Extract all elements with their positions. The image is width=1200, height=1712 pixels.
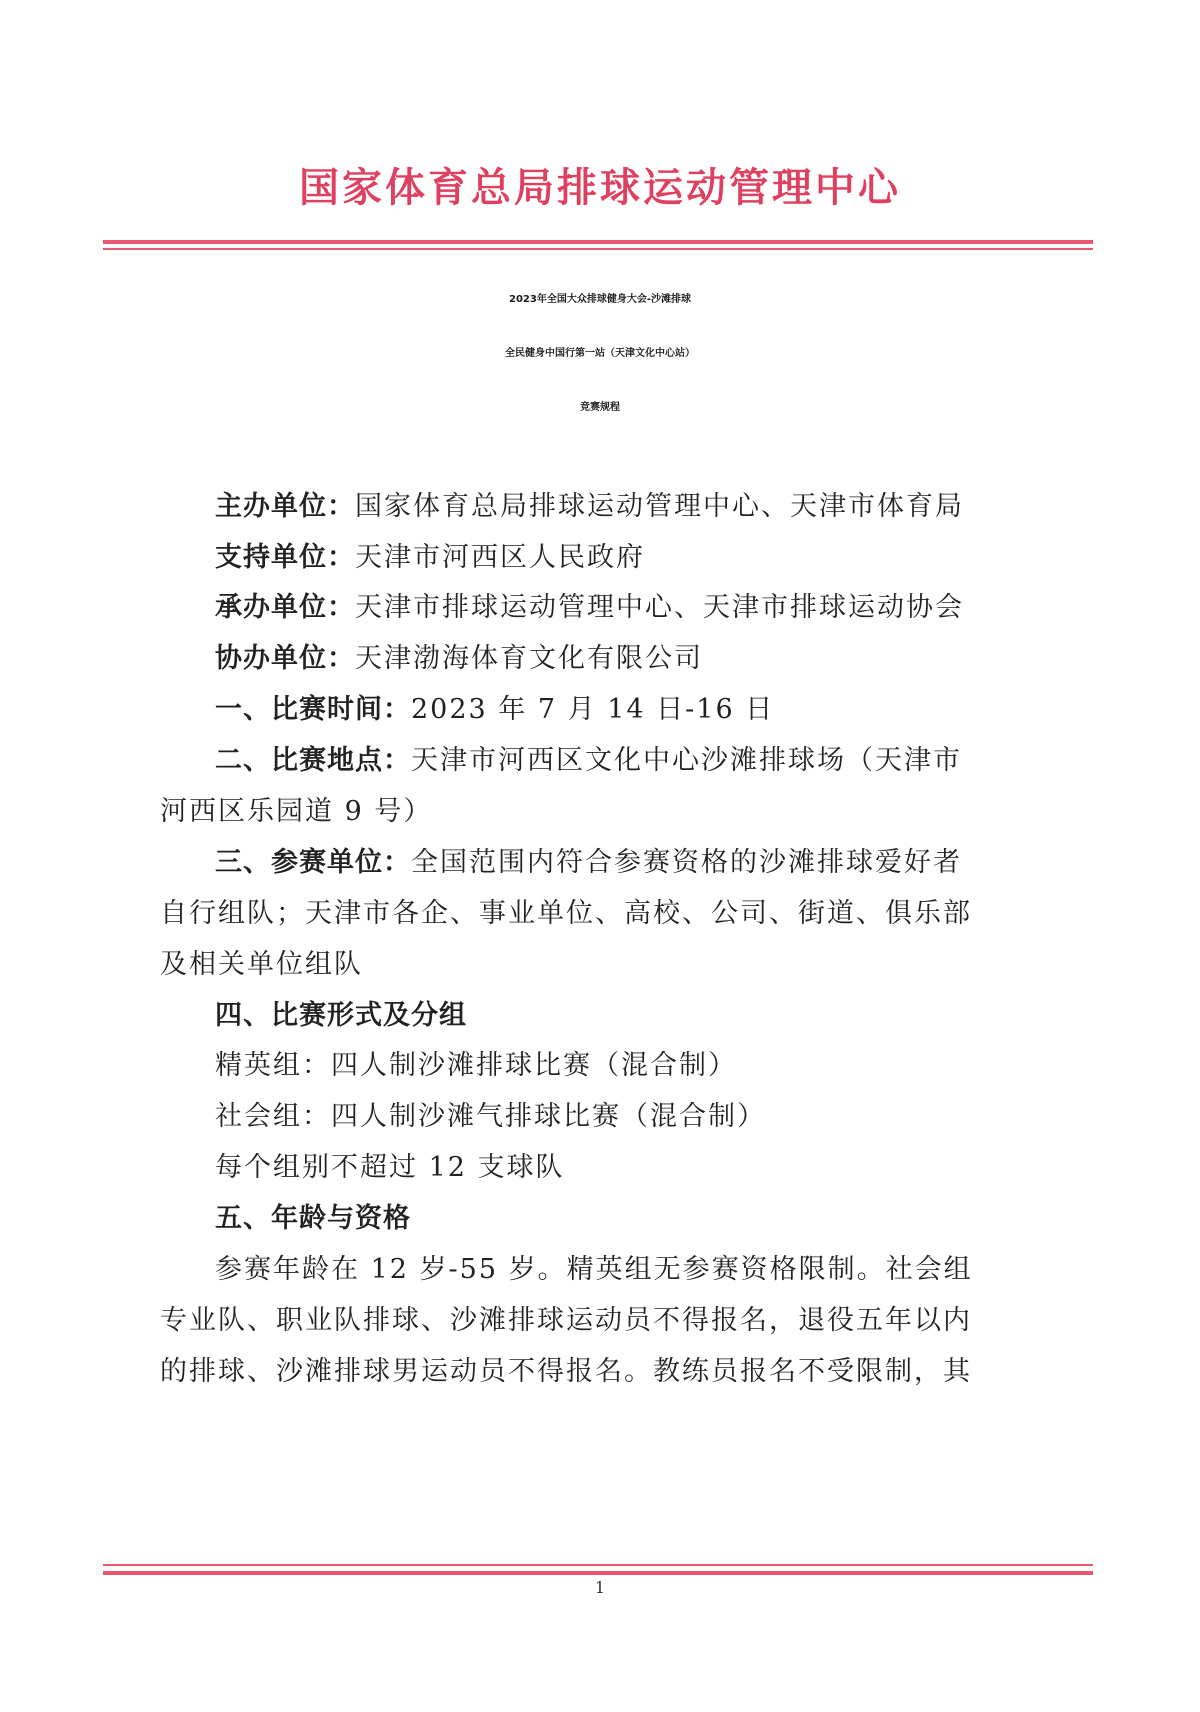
- support-unit-label: 支持单位：: [215, 542, 355, 573]
- coorganizer-unit-line: [215, 639, 703, 679]
- format-limit-line: 每个组别不超过 12 支球队: [215, 1152, 565, 1183]
- format-elite-line: 精英组：四人制沙滩排球比赛（混合制）: [215, 1050, 737, 1081]
- participants-line-3: 及相关单位组队: [160, 949, 363, 980]
- venue-label: 二、比赛地点：: [215, 745, 411, 776]
- time-line: [215, 690, 774, 730]
- organizer-unit-label: 承办单位：: [215, 592, 355, 623]
- time-value: 2023 年 7 月 14 日-16 日: [411, 694, 775, 725]
- coorganizer-unit-label: 协办单位：: [215, 643, 355, 674]
- participants-line-2: 自行组队；天津市各企、事业单位、高校、公司、街道、俱乐部: [160, 898, 972, 929]
- participants-label: 三、参赛单位：: [215, 847, 411, 878]
- letterhead-rule-thin: [103, 248, 1093, 250]
- venue-line-1: [215, 741, 962, 781]
- footer-rule-thin: [103, 1564, 1093, 1566]
- age-line-3: 的排球、沙滩排球男运动员不得报名。教练员报名不受限制，其: [160, 1356, 972, 1387]
- support-unit-line: [215, 538, 645, 578]
- participants-line-1: [215, 843, 962, 883]
- document-title-line-3: 竞赛规程: [580, 402, 620, 413]
- venue-value-1: 天津市河西区文化中心沙滩排球场（天津市: [411, 745, 962, 776]
- coorganizer-unit-value: 天津渤海体育文化有限公司: [355, 643, 703, 674]
- letterhead-rule-thick: [103, 240, 1093, 244]
- host-unit-value: 国家体育总局排球运动管理中心、天津市体育局: [355, 491, 964, 522]
- host-unit-line: [215, 487, 964, 527]
- document-title-line-2: 全民健身中国行第一站（天津文化中心站）: [505, 348, 695, 359]
- venue-line-2: 河西区乐园道 9 号）: [160, 796, 433, 827]
- age-line-2: 专业队、职业队排球、沙滩排球运动员不得报名，退役五年以内: [160, 1305, 972, 1336]
- organizer-unit-value: 天津市排球运动管理中心、天津市排球运动协会: [355, 592, 964, 623]
- footer-rule-thick: [103, 1571, 1093, 1575]
- letterhead-title: 国家体育总局排球运动管理中心: [299, 165, 901, 211]
- format-social-line: 社会组：四人制沙滩气排球比赛（混合制）: [215, 1101, 766, 1132]
- age-line-1: 参赛年龄在 12 岁-55 岁。精英组无参赛资格限制。社会组: [215, 1254, 973, 1285]
- time-label: 一、比赛时间：: [215, 694, 411, 725]
- age-heading: 五、年龄与资格: [215, 1203, 411, 1234]
- participants-value-1: 全国范围内符合参赛资格的沙滩排球爱好者: [411, 847, 962, 878]
- document-title-line-1: 2023年全国大众排球健身大会-沙滩排球: [509, 294, 691, 305]
- organizer-unit-line: [215, 588, 964, 628]
- host-unit-label: 主办单位：: [215, 491, 355, 522]
- format-heading: 四、比赛形式及分组: [215, 1000, 467, 1031]
- page-number: 1: [594, 1578, 606, 1597]
- support-unit-value: 天津市河西区人民政府: [355, 542, 645, 573]
